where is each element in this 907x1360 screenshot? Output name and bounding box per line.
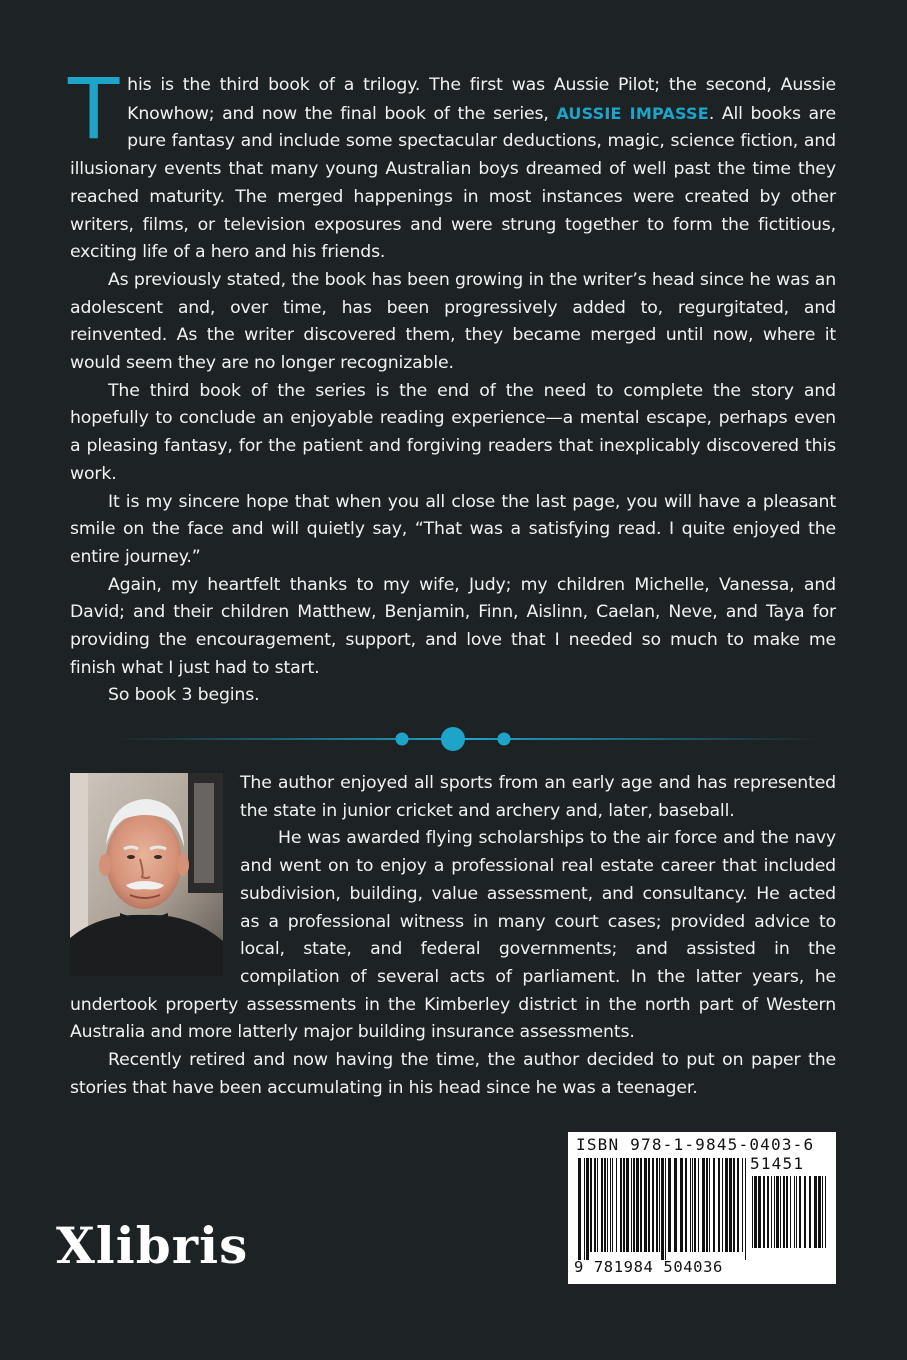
author-paragraph-3: Recently retired and now having the time, the author decided to put on paper the stories that have been accumulating in his head since he was a teenager. (70, 1050, 836, 1098)
isbn-number: ISBN 978-1-9845-0403-6 (576, 1135, 815, 1154)
back-cover-blurb (68, 60, 836, 710)
ean-number: 9 781984 504036 (574, 1258, 723, 1276)
author-paragraph-2: He was awarded flying scholarships to the air force and the navy and went on to enjoy a professional real estate career that included subdivision, building, value assessment, and consultancy. He acted as a professional witness in many court cases; provided advice to local, state, and federal governments; and assisted in the compilation of several acts of parliament. In the latter years, he undertook property assessments in the Kimberley district in the north part of Western Australia and more latterly major building insurance assessments. (70, 828, 836, 1043)
series-title: AUSSIE IMPASSE (556, 103, 709, 123)
blurb-text-1a: his is the third book of a trilogy. The first was Aussie Pilot; the second, Aussie Knowhow; and now the final book of the series, (127, 75, 836, 124)
blurb-paragraph-3: The third book of the series is the end of the need to complete the story and hopefully to conclude an enjoyable reading experience—a mental escape, perhaps even a pleasing fantasy, for the patient and forgiving readers that inexplicably discovered this work. (70, 380, 836, 484)
blurb-paragraph-1 (68, 60, 836, 267)
blurb-paragraph-2: As previously stated, the book has been growing in the writer’s head since he was an adolescent and, over time, has been progressively added to, regurgitated, and reinvented. As the writer discovered them, they became merged until now, where it would seem they are no longer recognizable. (70, 269, 836, 374)
price-code: 51451 (750, 1154, 805, 1173)
blurb-paragraph-4: It is my sincere hope that when you all close the last page, you will have a pleasant smile on the face and will quietly say, “That was a satisfying read. I quite enjoyed the entire journey.” (70, 491, 836, 567)
author-paragraph-1: The author enjoyed all sports from an early age and has represented the state in junior cricket and archery and, later, baseball. (240, 773, 836, 821)
divider-ornament (115, 724, 820, 754)
blurb-text-1b: . All books are pure fantasy and include some spectacular deductions, magic, science fiction, and illusionary events that many young Australian boys dreamed of well past the time they reached maturity. The merged happenings in most instances were created by other writers, films, or television exposures and were strung together to form the fictitious, exciting life of a hero and his friends. (70, 103, 836, 263)
author-photo (70, 773, 223, 976)
blurb-paragraph-5: Again, my heartfelt thanks to my wife, Judy; my children Michelle, Vanessa, and David; and their children Matthew, Benjamin, Finn, Aislinn, Caelan, Neve, and Taya for providing the encouragement, support, and love that I needed so much to make me finish what I just had to start. (70, 574, 836, 678)
barcode-bars (578, 1158, 750, 1260)
author-bio (70, 770, 836, 1102)
isbn-barcode (568, 1132, 836, 1284)
drop-cap: T (68, 60, 120, 158)
addon-barcode-bars (752, 1176, 828, 1280)
blurb-paragraph-6: So book 3 begins. (108, 685, 260, 706)
publisher-logo: Xlibris (56, 1216, 249, 1275)
